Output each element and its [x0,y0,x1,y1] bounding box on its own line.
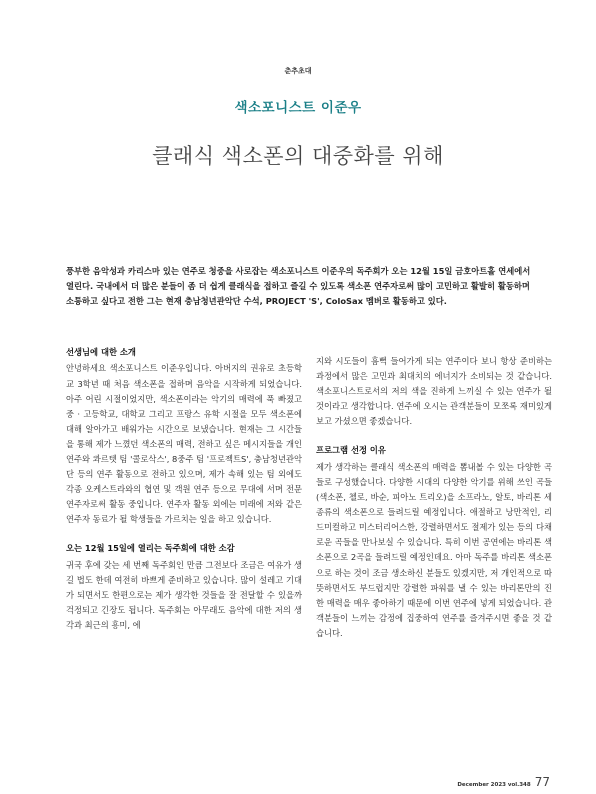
section-body-recital-continued: 지와 시도들이 흠뻑 들어가게 되는 연주이다 보니 항상 준비하는 과정에서 많은 고민과 최대치의 에너지가 소비되는 것 같습니다. 색소포니스트로서의 저의 색을 진하게 느끼실 수 있는 연주가 될 것이라고 생각합니다. 연주에 오시는 관객분들이 모쪼록 재미있게 보고 가셨으면 좋겠습니다. [316,356,552,427]
left-column [66,346,302,648]
section-body-recital: 귀국 후에 갖는 세 번째 독주회인 만큼 그전보다 조금은 여유가 생길 법도 한데 여전히 바쁘게 준비하고 있습니다. 많이 설레고 기대가 되면서도 한편으로는 제가 생각한 것들을 잘 전달할 수 있을까 걱정되고 긴장도 됩니다. 독주회는 아무래도 음악에 대한 저의 생각과 최근의 흥미, 에 [66,559,302,631]
article-subtitle: 색소포니스트 이준우 [234,100,362,116]
article-title: 클래식 색소폰의 대중화를 위해 [152,144,444,168]
section-heading-recital: 오는 12월 15일에 열리는 독주회에 대한 소감 [66,543,235,554]
issue-label: December 2023 vol.348 [457,782,531,788]
section-heading-program: 프로그램 선정 이유 [316,445,386,456]
section-heading-intro: 선생님에 대한 소개 [66,347,136,357]
page-number: 77 [534,775,550,789]
page-footer [457,775,550,789]
right-column [316,354,552,656]
section-body-intro: 안녕하세요 색소포니스트 이준우입니다. 아버지의 권유로 초등학교 3학년 때 처음 색소폰을 접하며 음악을 시작하게 되었습니다. 아주 어린 시절이었지만, 색소폰이라는 악기의 매력에 푹 빠졌고 중 · 고등학교, 대학교 그리고 프랑스 유학 시절을 모두 색소폰에 대해 알아가고 배워가는 시간으로 보냈습니다. 현재는 그 시간들을 통해 제가 느꼈던 색소폰의 매력, 전하고 싶은 메시지들을 개인 연주와 콰르텟 팀 '콜로삭스', 8중주 팀 '프로젝트S', 충남청년관악단 등의 연주 활동으로 전하고 있으며, 제가 속해 있는 팀 외에도 각종 오케스트라와의 협연 및 객원 연주 등으로 무대에 서며 전문 연주자로써 활동 중입니다. 연주자 활동 외에는 미래에 저와 같은 연주자 동료가 될 학생들을 가르치는 일을 하고 있습니다. [66,363,302,525]
section-body-program: 제가 생각하는 클래식 색소폰의 매력을 뽐내볼 수 있는 다양한 곡들로 구성했습니다. 다양한 시대의 다양한 악기를 위해 쓰인 곡들(색소폰, 첼로, 바순, 피아노 트리오)을 소프라노, 알토, 바리톤 세 종류의 색소폰으로 들려드릴 예정입니다. 애절하고 낭만적인, 리드미컬하고 미스터리어스한, 강렬하면서도 절제가 있는 등의 다채로운 곡들을 만나보실 수 있습니다. 특히 이번 공연에는 바리톤 색소폰으로 2곡을 들려드릴 예정인데요. 아마 독주를 바리톤 색소폰으로 하는 것이 조금 생소하신 분들도 있겠지만, 저 개인적으로 따뜻하면서도 부드럽지만 강렬한 파워를 낼 수 있는 바리톤만의 진한 매력을 매우 좋아하기 때문에 이번 연주에 넣게 되었습니다. 관객분들이 느끼는 감정에 집중하여 연주를 즐겨주시면 좋을 것 같습니다. [316,461,552,638]
lead-paragraph: 풍부한 음악성과 카리스마 있는 연주로 청중을 사로잡는 색소포니스트 이준우의 독주회가 오는 12월 15일 금호아트홀 연세에서 열린다. 국내에서 더 많은 분들이 좀 더 쉽게 클래식을 접하고 즐길 수 있도록 색소폰 연주자로써 많이 고민하고 활발히 활동하며 소통하고 싶다고 전한 그는 현재 충남청년관악단 수석, PROJECT 'S', ColoSax 멤버로 활동하고 있다. [66,266,531,306]
section-label: 춘추초대 [284,67,312,75]
